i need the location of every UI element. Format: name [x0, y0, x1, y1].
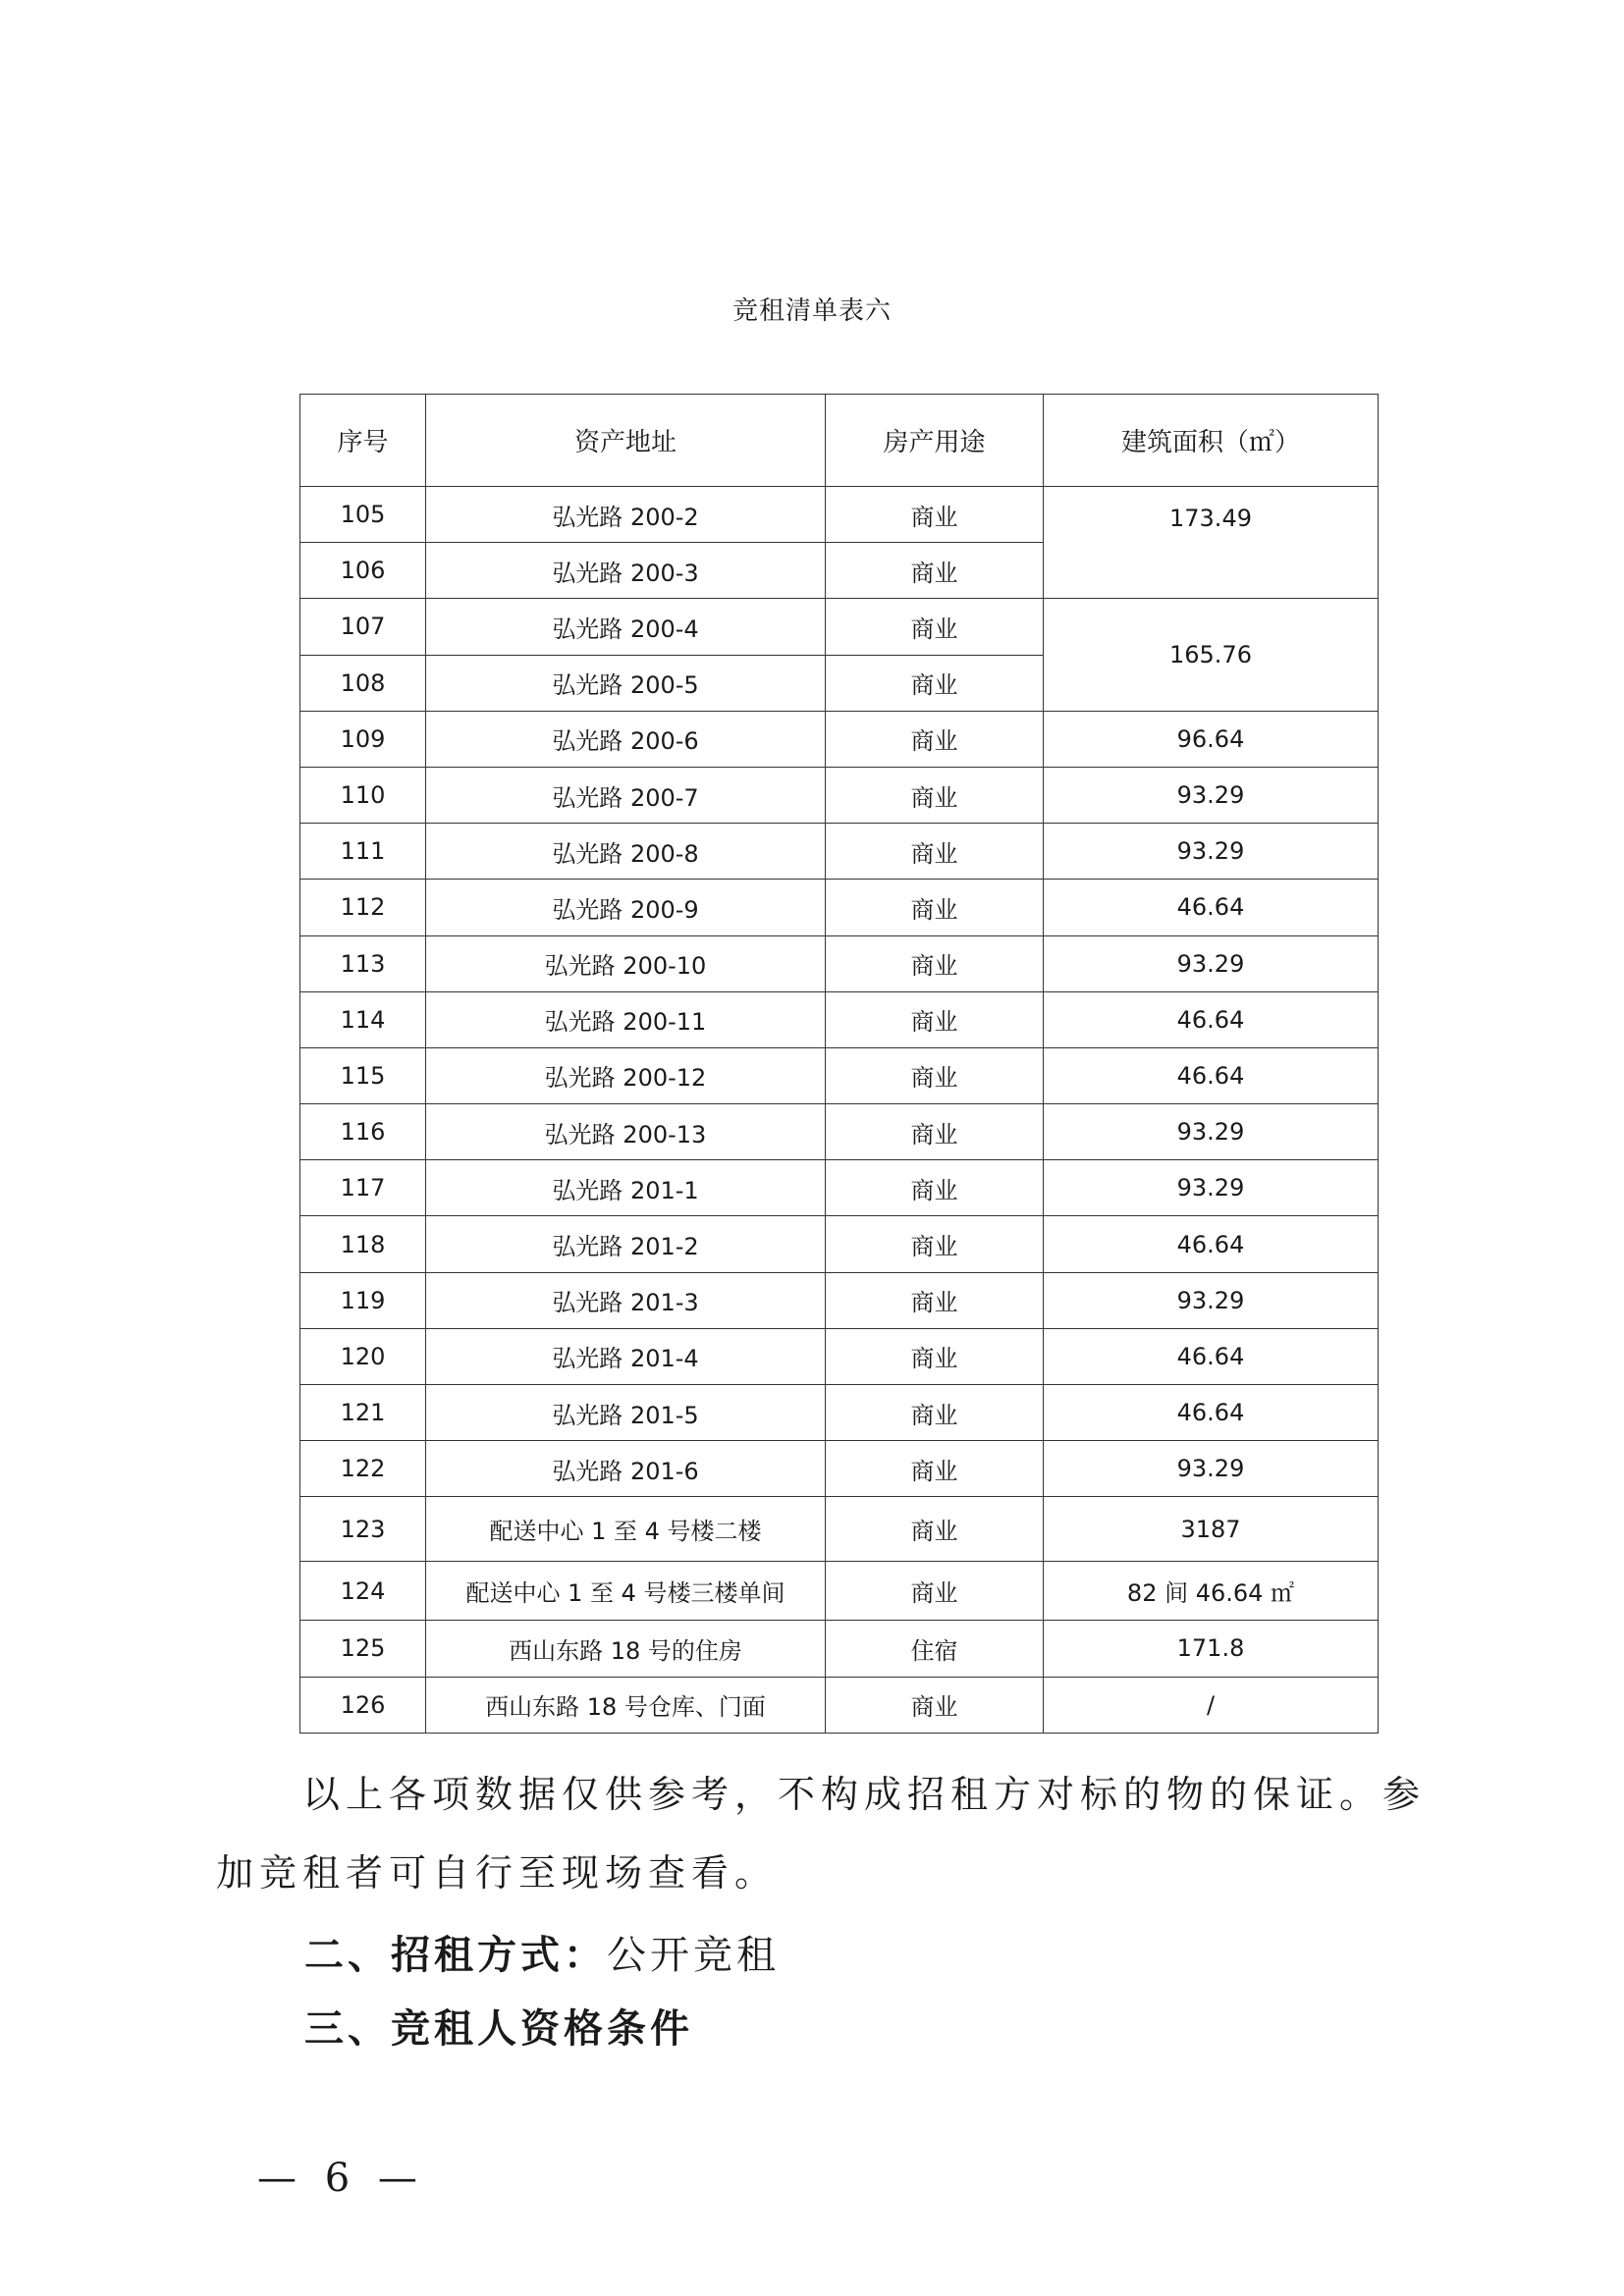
cell-area: /: [1044, 1677, 1379, 1733]
table-row: [300, 1677, 1379, 1733]
cell-use: 商业: [826, 1272, 1044, 1328]
cell-address: 弘光路 200-3: [426, 543, 826, 599]
cell-no: 114: [300, 991, 426, 1047]
cell-use: 商业: [826, 1497, 1044, 1562]
cell-address: 弘光路 201-6: [426, 1441, 826, 1497]
table-row: [300, 1160, 1379, 1216]
table-row: [300, 1328, 1379, 1384]
table-row: [300, 767, 1379, 823]
cell-address: 西山东路 18 号仓库、门面: [426, 1677, 826, 1733]
section-lease-method-label: 二、招租方式：: [304, 1933, 607, 1978]
cell-area: 171.8: [1044, 1621, 1379, 1677]
cell-area: 96.64: [1044, 711, 1379, 767]
cell-area: 93.29: [1044, 1104, 1379, 1160]
cell-area: 93.29: [1044, 1441, 1379, 1497]
cell-area-merged: 173.49: [1044, 487, 1379, 599]
table-row: [300, 991, 1379, 1047]
cell-no: 113: [300, 935, 426, 991]
table-row: [300, 1441, 1379, 1497]
cell-use: 商业: [826, 711, 1044, 767]
header-no: 序号: [300, 395, 426, 487]
cell-use: 商业: [826, 935, 1044, 991]
cell-use: 商业: [826, 1562, 1044, 1621]
cell-no: 112: [300, 880, 426, 935]
cell-no: 115: [300, 1047, 426, 1103]
table-row: [300, 1216, 1379, 1272]
cell-address: 配送中心 1 至 4 号楼二楼: [426, 1497, 826, 1562]
cell-address: 弘光路 201-3: [426, 1272, 826, 1328]
cell-area: 46.64: [1044, 1385, 1379, 1441]
table-row: [300, 711, 1379, 767]
cell-use: 商业: [826, 599, 1044, 655]
cell-address: 弘光路 200-5: [426, 655, 826, 711]
cell-use: 住宿: [826, 1621, 1044, 1677]
cell-area: 46.64: [1044, 1328, 1379, 1384]
lease-list-table: [299, 394, 1379, 1734]
table-caption: 竞租清单表六: [731, 296, 892, 326]
cell-no: 108: [300, 655, 426, 711]
cell-use: 商业: [826, 543, 1044, 599]
cell-address: 配送中心 1 至 4 号楼三楼单间: [426, 1562, 826, 1621]
cell-use: 商业: [826, 991, 1044, 1047]
table-row: [300, 824, 1379, 880]
cell-address: 弘光路 200-11: [426, 991, 826, 1047]
cell-use: 商业: [826, 824, 1044, 880]
cell-area: 82 间 46.64 ㎡: [1044, 1562, 1379, 1621]
cell-use: 商业: [826, 1104, 1044, 1160]
cell-area: 93.29: [1044, 1272, 1379, 1328]
cell-use: 商业: [826, 1385, 1044, 1441]
cell-address: 弘光路 201-4: [426, 1328, 826, 1384]
table-row: [300, 1104, 1379, 1160]
section-lease-method: [304, 1924, 780, 1980]
cell-no: 106: [300, 543, 426, 599]
cell-address: 弘光路 200-2: [426, 487, 826, 543]
cell-no: 107: [300, 599, 426, 655]
section-bidder-qualifications: 三、竞租人资格条件: [304, 2006, 693, 2052]
table-header-row: [300, 395, 1379, 487]
cell-address: 弘光路 200-6: [426, 711, 826, 767]
cell-use: 商业: [826, 1677, 1044, 1733]
cell-use: 商业: [826, 767, 1044, 823]
cell-address: 弘光路 200-9: [426, 880, 826, 935]
table-row: [300, 935, 1379, 991]
cell-no: 118: [300, 1216, 426, 1272]
cell-use: 商业: [826, 487, 1044, 543]
cell-address: 弘光路 200-10: [426, 935, 826, 991]
cell-use: 商业: [826, 1160, 1044, 1216]
cell-no: 111: [300, 824, 426, 880]
cell-address: 弘光路 200-13: [426, 1104, 826, 1160]
cell-use: 商业: [826, 1216, 1044, 1272]
cell-use: 商业: [826, 1328, 1044, 1384]
cell-no: 120: [300, 1328, 426, 1384]
cell-use: 商业: [826, 1047, 1044, 1103]
cell-no: 125: [300, 1621, 426, 1677]
cell-area-merged: 165.76: [1044, 599, 1379, 711]
table-row: [300, 1497, 1379, 1562]
cell-address: 弘光路 200-4: [426, 599, 826, 655]
cell-no: 123: [300, 1497, 426, 1562]
cell-address: 西山东路 18 号的住房: [426, 1621, 826, 1677]
cell-address: 弘光路 201-5: [426, 1385, 826, 1441]
header-address: 资产地址: [426, 395, 826, 487]
cell-no: 105: [300, 487, 426, 543]
cell-use: 商业: [826, 655, 1044, 711]
cell-no: 119: [300, 1272, 426, 1328]
table-row: [300, 1272, 1379, 1328]
cell-no: 126: [300, 1677, 426, 1733]
cell-no: 117: [300, 1160, 426, 1216]
cell-no: 122: [300, 1441, 426, 1497]
cell-address: 弘光路 200-12: [426, 1047, 826, 1103]
table-row: [300, 1562, 1379, 1621]
cell-no: 116: [300, 1104, 426, 1160]
cell-no: 110: [300, 767, 426, 823]
cell-no: 124: [300, 1562, 426, 1621]
table-row: [300, 880, 1379, 935]
table-row: [300, 487, 1379, 543]
table-row: [300, 1385, 1379, 1441]
cell-area: 93.29: [1044, 767, 1379, 823]
cell-address: 弘光路 200-8: [426, 824, 826, 880]
cell-area: 93.29: [1044, 824, 1379, 880]
cell-area: 46.64: [1044, 1216, 1379, 1272]
table-row: [300, 1047, 1379, 1103]
cell-no: 121: [300, 1385, 426, 1441]
cell-use: 商业: [826, 1441, 1044, 1497]
page-number: — 6 —: [257, 2156, 425, 2201]
header-use: 房产用途: [826, 395, 1044, 487]
cell-area: 46.64: [1044, 880, 1379, 935]
header-area: 建筑面积（㎡）: [1044, 395, 1379, 487]
cell-area: 46.64: [1044, 1047, 1379, 1103]
cell-address: 弘光路 201-1: [426, 1160, 826, 1216]
cell-area: 3187: [1044, 1497, 1379, 1562]
cell-address: 弘光路 200-7: [426, 767, 826, 823]
cell-area: 46.64: [1044, 991, 1379, 1047]
cell-area: 93.29: [1044, 935, 1379, 991]
table-row: [300, 1621, 1379, 1677]
cell-no: 109: [300, 711, 426, 767]
cell-address: 弘光路 201-2: [426, 1216, 826, 1272]
table-row: [300, 599, 1379, 655]
cell-use: 商业: [826, 880, 1044, 935]
section-lease-method-value: 公开竞租: [607, 1933, 780, 1978]
cell-area: 93.29: [1044, 1160, 1379, 1216]
disclaimer-paragraph: 以上各项数据仅供参考，不构成招租方对标的物的保证。参加竞租者可自行至现场查看。: [216, 1773, 1427, 1895]
